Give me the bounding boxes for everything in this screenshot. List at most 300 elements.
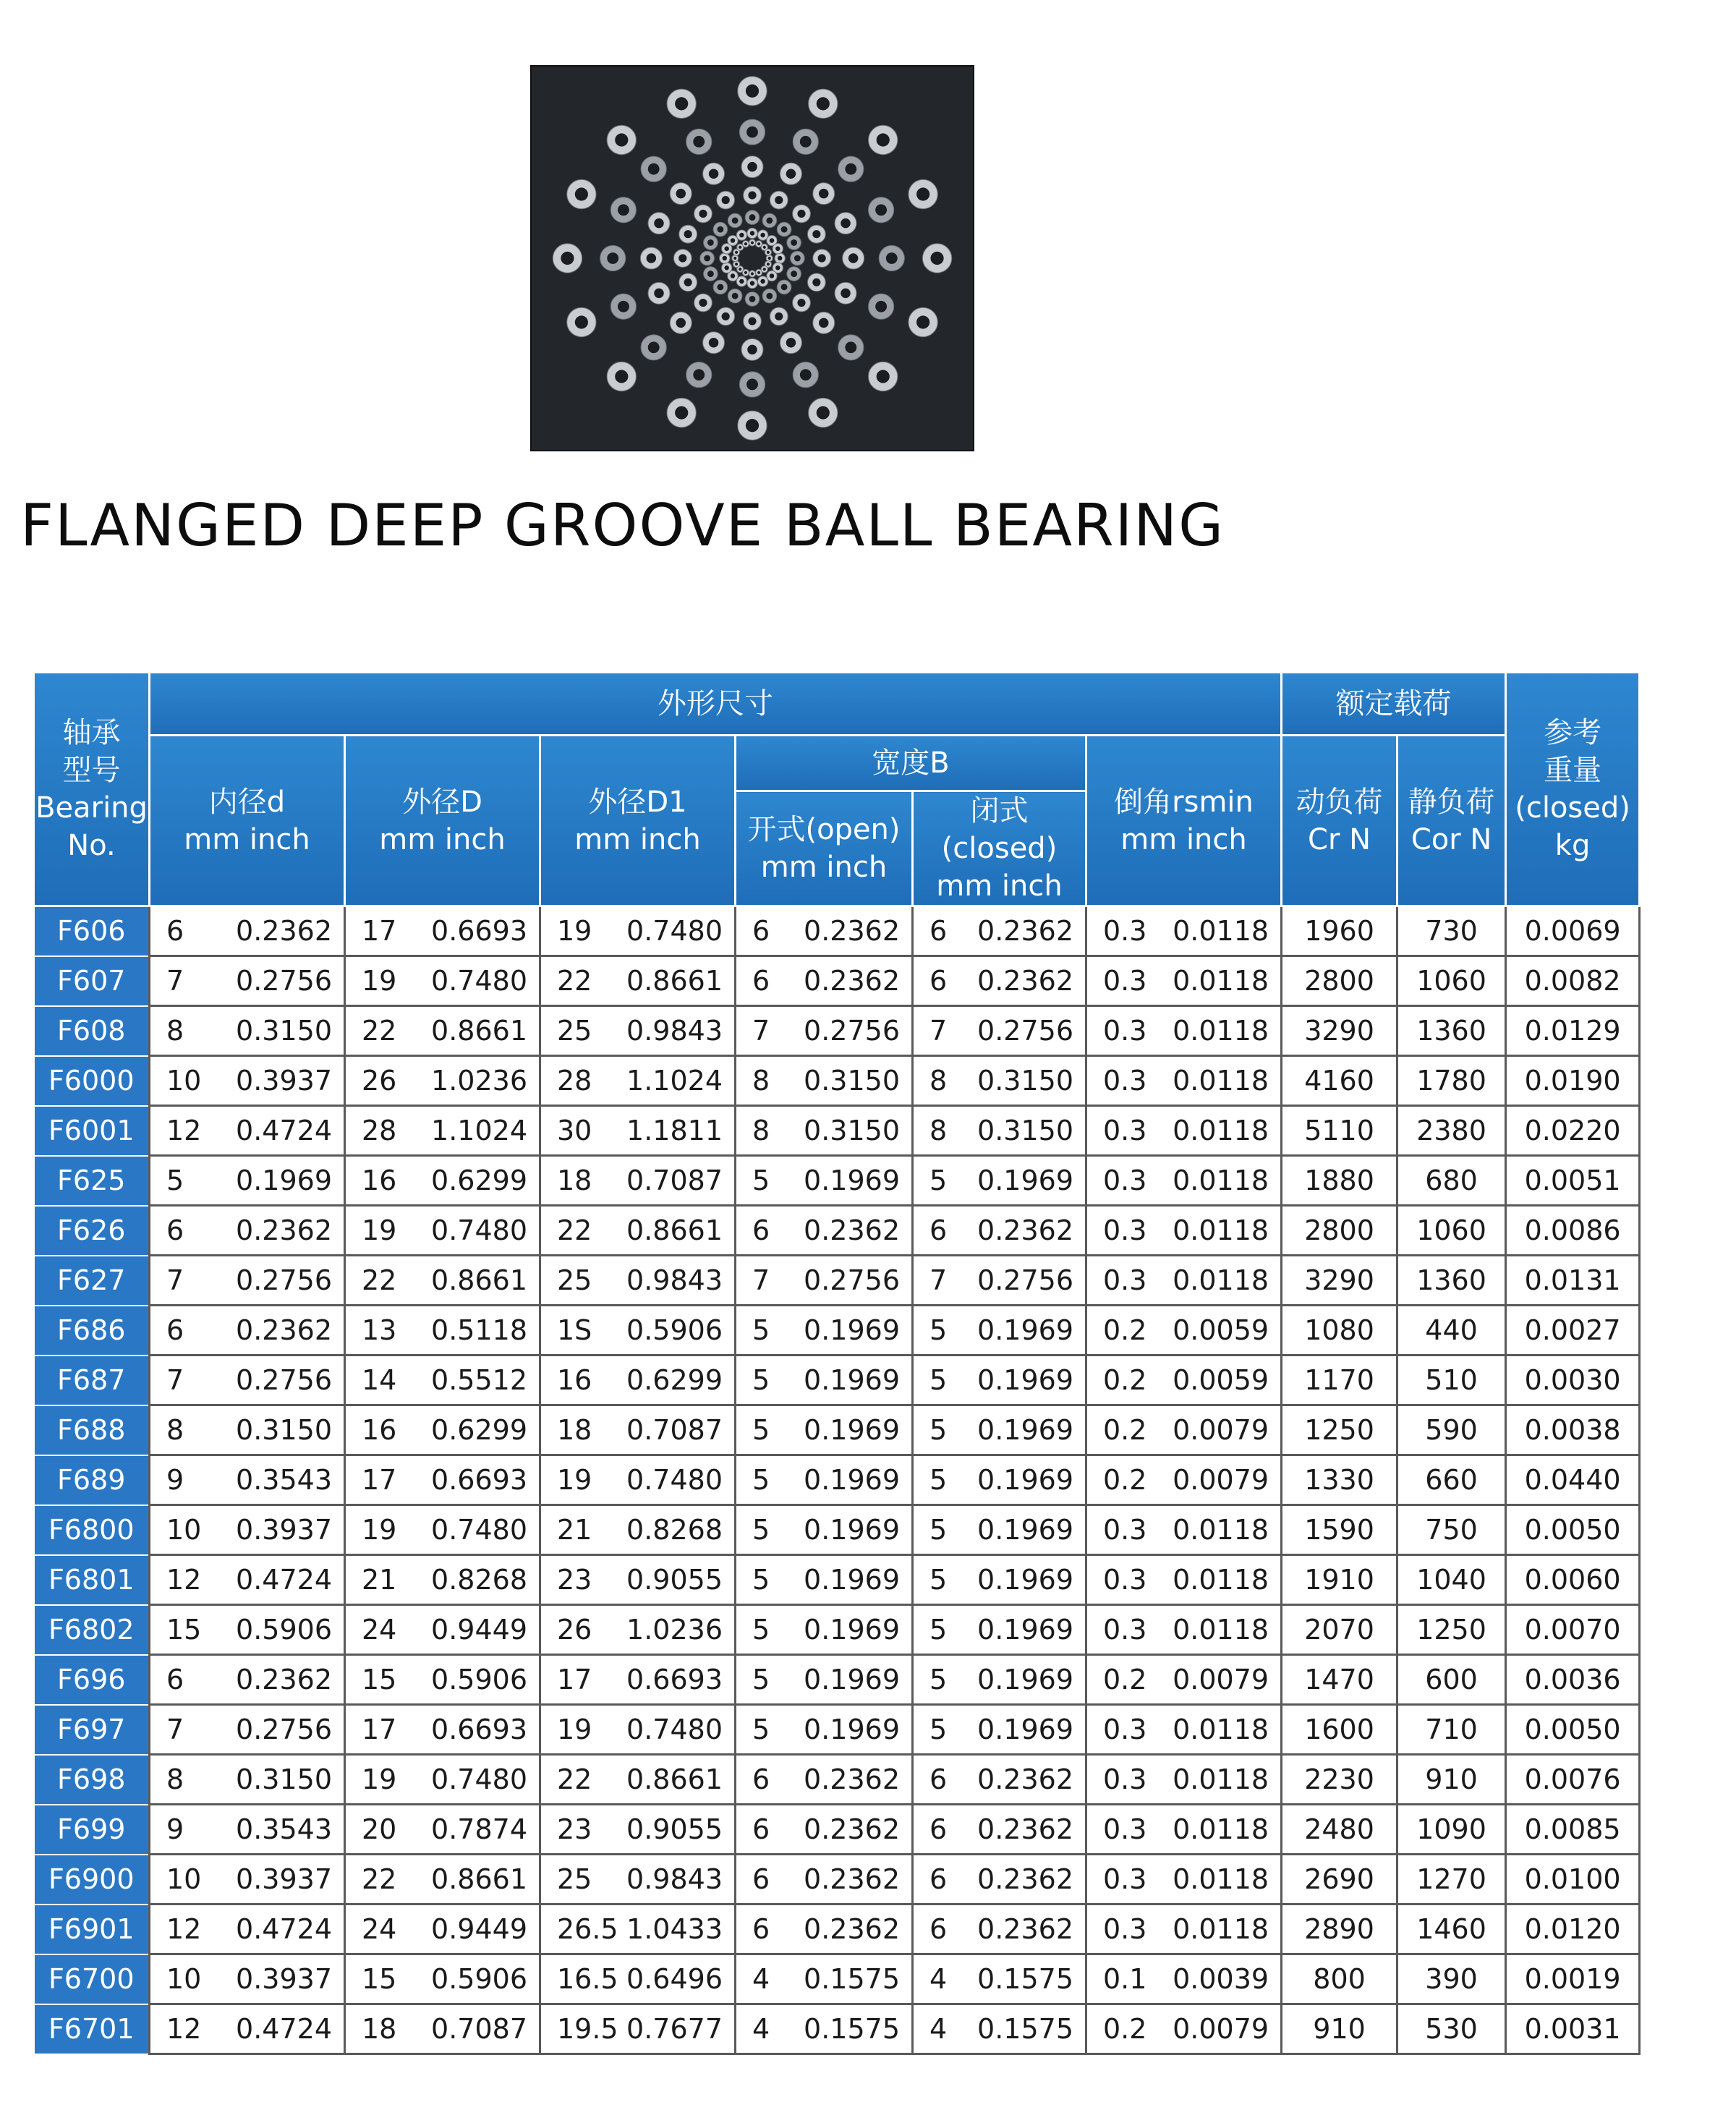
- inch-value: 0.5906: [431, 1664, 527, 1695]
- inch-value: 0.7874: [431, 1813, 527, 1845]
- mm-value: 19: [362, 1214, 397, 1246]
- bearing-model: F6001: [34, 1106, 150, 1156]
- bearing-model: F6700: [34, 1954, 150, 2004]
- inch-value: 0.7087: [626, 1165, 723, 1196]
- static-load-value: 680: [1397, 1156, 1506, 1206]
- mm-value: 5: [929, 1614, 948, 1646]
- table-cell-pair: [1086, 1705, 1282, 1755]
- dynamic-load-value: 1080: [1282, 1306, 1397, 1356]
- dynamic-load-value: 2070: [1282, 1605, 1397, 1655]
- inch-value: 1.1811: [626, 1115, 723, 1146]
- mm-value: 0.1: [1103, 1963, 1147, 1995]
- mm-value: 9: [166, 1813, 184, 1845]
- inch-value: 0.3937: [236, 1065, 332, 1097]
- inch-value: 0.0059: [1173, 1364, 1269, 1396]
- inch-value: 0.3937: [236, 1514, 332, 1546]
- bearing-bore: [841, 218, 851, 229]
- inch-value: 0.2362: [236, 1314, 332, 1346]
- table-cell-pair: [150, 1905, 345, 1954]
- table-cell-pair: [150, 1555, 345, 1605]
- table-cell-pair: [736, 1705, 913, 1755]
- mm-value: 19: [362, 1514, 397, 1546]
- mm-value: 0.3: [1103, 1913, 1147, 1945]
- inch-value: 0.0039: [1173, 1963, 1269, 1995]
- bearing-bore: [707, 271, 714, 277]
- mm-value: 18: [557, 1414, 592, 1446]
- table-cell-pair: [345, 1905, 540, 1954]
- bearing-bore: [722, 312, 730, 320]
- bearing-bore: [766, 217, 773, 224]
- bearing-bore: [618, 204, 629, 216]
- inch-value: 0.0079: [1173, 1464, 1269, 1496]
- bearing-bore: [739, 233, 744, 237]
- table-cell-pair: [736, 1405, 913, 1455]
- inch-value: 0.3150: [804, 1065, 900, 1097]
- mm-value: 6: [166, 915, 184, 947]
- table-cell-pair: [345, 1555, 540, 1605]
- inch-value: 0.3150: [977, 1065, 1073, 1097]
- inch-value: 0.2756: [236, 1714, 332, 1745]
- inch-value: 0.8661: [431, 1264, 527, 1296]
- table-cell-pair: [345, 1256, 540, 1306]
- bearing-bore: [654, 289, 664, 299]
- inch-value: 0.0118: [1173, 1264, 1269, 1296]
- table-cell-pair: [540, 1405, 736, 1455]
- static-load-value: 510: [1397, 1356, 1506, 1405]
- mm-value: 0.3: [1103, 1165, 1147, 1196]
- table-row: [34, 1505, 1640, 1555]
- inch-value: 0.9055: [626, 1813, 723, 1845]
- bearing-spec-table: [33, 671, 1641, 2055]
- dynamic-load-value: 1470: [1282, 1655, 1397, 1705]
- mm-value: 5: [752, 1564, 770, 1596]
- table-cell-pair: [150, 1156, 345, 1206]
- table-cell-pair: [1086, 1805, 1282, 1855]
- inch-value: 0.3543: [236, 1464, 332, 1496]
- mm-value: 6: [166, 1314, 184, 1346]
- bearing-bore: [749, 296, 756, 302]
- mm-value: 6: [752, 1763, 770, 1795]
- table-cell-pair: [540, 1455, 736, 1505]
- table-row: [34, 1655, 1640, 1705]
- table-cell-pair: [345, 1855, 540, 1905]
- bearing-bore: [750, 281, 754, 285]
- inch-value: 0.2362: [977, 915, 1073, 947]
- mm-value: 10: [166, 1514, 202, 1546]
- mm-value: 5: [929, 1165, 948, 1196]
- inch-value: 0.2362: [236, 1214, 332, 1246]
- table-row: [34, 1206, 1640, 1256]
- inch-value: 0.1969: [804, 1564, 900, 1596]
- weight-value: 0.0076: [1506, 1755, 1640, 1805]
- mm-value: 22: [557, 1214, 592, 1246]
- table-cell-pair: [736, 1755, 913, 1805]
- mm-value: 24: [362, 1614, 397, 1646]
- inch-value: 0.0118: [1173, 1763, 1269, 1795]
- bearing-bore: [575, 315, 588, 328]
- bearing-bore: [675, 407, 688, 420]
- table-cell-pair: [913, 1954, 1086, 2004]
- inch-value: 0.9055: [626, 1564, 723, 1596]
- bearings-photo: [532, 67, 973, 450]
- mm-value: 6: [929, 915, 948, 947]
- bearing-bore: [699, 210, 707, 218]
- weight-value: 0.0086: [1506, 1206, 1640, 1256]
- inch-value: 0.0118: [1173, 1214, 1269, 1246]
- bearing-bore: [775, 312, 783, 320]
- inch-value: 0.1575: [977, 1963, 1073, 1995]
- table-cell-pair: [540, 1555, 736, 1605]
- bearing-model: F607: [34, 956, 150, 1006]
- table-cell-pair: [1086, 1855, 1282, 1905]
- bearing-model: F687: [34, 1356, 150, 1405]
- bearing-model: F689: [34, 1455, 150, 1505]
- table-cell-pair: [913, 1605, 1086, 1655]
- inch-value: 0.7480: [431, 1214, 527, 1246]
- bearing-bore: [654, 218, 664, 229]
- bearing-bore: [723, 256, 727, 260]
- inch-value: 0.2362: [977, 1763, 1073, 1795]
- weight-value: 0.0129: [1506, 1006, 1640, 1056]
- inch-value: 0.2362: [804, 965, 900, 997]
- inch-value: 0.2756: [977, 1015, 1073, 1047]
- bearing-bore: [763, 268, 766, 271]
- table-cell-pair: [1086, 906, 1282, 956]
- table-cell-pair: [540, 906, 736, 956]
- weight-value: 0.0030: [1506, 1356, 1640, 1405]
- inch-value: 0.6299: [431, 1165, 527, 1196]
- mm-value: 0.2: [1103, 1314, 1147, 1346]
- mm-value: 17: [362, 1714, 397, 1745]
- inch-value: 0.4724: [236, 1913, 332, 1945]
- weight-value: 0.0131: [1506, 1256, 1640, 1306]
- header-bearing-no: 轴承 型号 Bearing No.: [34, 673, 150, 906]
- inch-value: 0.7087: [626, 1414, 723, 1446]
- inch-value: 0.6693: [431, 915, 527, 947]
- inch-value: 0.0079: [1173, 1664, 1269, 1695]
- dynamic-load-value: 2480: [1282, 1805, 1397, 1855]
- weight-value: 0.0051: [1506, 1156, 1640, 1206]
- mm-value: 13: [362, 1314, 397, 1346]
- bearing-bore: [709, 338, 719, 348]
- table-cell-pair: [736, 1156, 913, 1206]
- dynamic-load-value: 3290: [1282, 1006, 1397, 1056]
- mm-value: 28: [362, 1115, 397, 1146]
- bearing-bore: [797, 299, 805, 307]
- mm-value: 10: [166, 1863, 202, 1895]
- bearing-model: F686: [34, 1306, 150, 1356]
- bearing-bore: [675, 97, 688, 110]
- table-cell-pair: [150, 1206, 345, 1256]
- table-cell-pair: [913, 1455, 1086, 1505]
- table-cell-pair: [736, 2004, 913, 2054]
- mm-value: 0.3: [1103, 1015, 1147, 1047]
- mm-value: 5: [752, 1464, 770, 1496]
- mm-value: 6: [929, 1913, 948, 1945]
- table-cell-pair: [540, 1356, 736, 1405]
- table-cell-pair: [345, 2004, 540, 2054]
- bearing-bore: [818, 254, 826, 262]
- mm-value: 30: [557, 1115, 592, 1146]
- table-cell-pair: [345, 1056, 540, 1106]
- table-cell-pair: [1086, 1056, 1282, 1106]
- bearing-model: F698: [34, 1755, 150, 1805]
- table-row: [34, 1356, 1640, 1405]
- inch-value: 1.0236: [431, 1065, 527, 1097]
- table-cell-pair: [736, 1356, 913, 1405]
- weight-value: 0.0069: [1506, 906, 1640, 956]
- static-load-value: 390: [1397, 1954, 1506, 2004]
- table-cell-pair: [150, 1006, 345, 1056]
- header-dimensions: 外形尺寸: [150, 673, 1282, 736]
- inch-value: 0.1969: [804, 1165, 900, 1196]
- mm-value: 12: [166, 1564, 202, 1596]
- bearing-model: F697: [34, 1705, 150, 1755]
- inch-value: 0.0079: [1173, 2013, 1269, 2045]
- inch-value: 0.0118: [1173, 1614, 1269, 1646]
- mm-value: 0.3: [1103, 1813, 1147, 1845]
- mm-value: 6: [752, 1913, 770, 1945]
- dynamic-load-value: 4160: [1282, 1056, 1397, 1106]
- table-cell-pair: [1086, 1306, 1282, 1356]
- table-cell-pair: [540, 1206, 736, 1256]
- bearing-bore: [746, 379, 758, 391]
- inch-value: 0.1969: [977, 1514, 1073, 1546]
- mm-value: 0.3: [1103, 915, 1147, 947]
- bearing-bore: [746, 127, 758, 138]
- table-cell-pair: [150, 1705, 345, 1755]
- table-cell-pair: [913, 1156, 1086, 1206]
- weight-value: 0.0038: [1506, 1405, 1640, 1455]
- mm-value: 0.3: [1103, 1214, 1147, 1246]
- table-cell-pair: [913, 1505, 1086, 1555]
- table-cell-pair: [1086, 1655, 1282, 1705]
- static-load-value: 590: [1397, 1405, 1506, 1455]
- bearing-model: F627: [34, 1256, 150, 1306]
- mm-value: 4: [752, 1963, 770, 1995]
- bearing-bore: [781, 284, 788, 290]
- bearing-bore: [757, 271, 760, 274]
- table-cell-pair: [913, 1256, 1086, 1306]
- bearing-bore: [724, 247, 728, 251]
- inch-value: 0.5906: [236, 1614, 332, 1646]
- bearing-bore: [875, 204, 887, 216]
- weight-value: 0.0190: [1506, 1056, 1640, 1106]
- dynamic-load-value: 1600: [1282, 1705, 1397, 1755]
- mm-value: 24: [362, 1913, 397, 1945]
- bearing-model: F6801: [34, 1555, 150, 1605]
- table-cell-pair: [345, 1605, 540, 1655]
- table-cell-pair: [540, 1006, 736, 1056]
- dynamic-load-value: 1330: [1282, 1455, 1397, 1505]
- mm-value: 12: [166, 1913, 202, 1945]
- inch-value: 0.1969: [977, 1364, 1073, 1396]
- table-cell-pair: [345, 1505, 540, 1555]
- dynamic-load-value: 1880: [1282, 1156, 1397, 1206]
- table-cell-pair: [1086, 1356, 1282, 1405]
- mm-value: 7: [166, 965, 184, 997]
- mm-value: 5: [929, 1664, 948, 1695]
- static-load-value: 440: [1397, 1306, 1506, 1356]
- mm-value: 17: [362, 915, 397, 947]
- mm-value: 7: [929, 1015, 948, 1047]
- inch-value: 0.0118: [1173, 1065, 1269, 1097]
- bearing-model: F6800: [34, 1505, 150, 1555]
- bearing-bore: [757, 242, 760, 245]
- mm-value: 5: [752, 1614, 770, 1646]
- table-cell-pair: [345, 1306, 540, 1356]
- bearing-bore: [648, 341, 660, 353]
- bearing-bore: [800, 369, 812, 380]
- mm-value: 25: [557, 1015, 592, 1047]
- table-cell-pair: [345, 1755, 540, 1805]
- inch-value: 0.1969: [977, 1714, 1073, 1745]
- header-width-open: 开式(open) mm inch: [736, 791, 913, 906]
- mm-value: 8: [752, 1065, 770, 1097]
- bearing-bore: [751, 241, 754, 244]
- table-cell-pair: [150, 1954, 345, 2004]
- inch-value: 0.2362: [977, 1863, 1073, 1895]
- table-cell-pair: [1086, 1206, 1282, 1256]
- static-load-value: 1360: [1397, 1006, 1506, 1056]
- table-cell-pair: [1086, 1755, 1282, 1805]
- table-cell-pair: [345, 1405, 540, 1455]
- mm-value: 5: [929, 1414, 948, 1446]
- bearing-bore: [748, 191, 756, 199]
- table-cell-pair: [1086, 956, 1282, 1006]
- inch-value: 0.9449: [431, 1614, 527, 1646]
- inch-value: 0.2362: [804, 1214, 900, 1246]
- mm-value: 8: [166, 1015, 184, 1047]
- bearing-bore: [875, 301, 887, 312]
- inch-value: 0.6693: [626, 1664, 723, 1695]
- table-cell-pair: [540, 1256, 736, 1306]
- bearing-bore: [791, 271, 797, 277]
- table-cell-pair: [913, 1805, 1086, 1855]
- mm-value: 7: [929, 1264, 948, 1296]
- bearing-bore: [930, 252, 943, 265]
- bearing-bore: [746, 85, 759, 98]
- mm-value: 6: [929, 1813, 948, 1845]
- table-cell-pair: [736, 1106, 913, 1156]
- table-row: [34, 956, 1640, 1006]
- inch-value: 0.2756: [236, 1264, 332, 1296]
- bearing-bore: [750, 231, 754, 235]
- inch-value: 0.2756: [236, 965, 332, 997]
- table-row: [34, 1306, 1640, 1356]
- table-cell-pair: [345, 1455, 540, 1505]
- bearing-bore: [709, 169, 719, 179]
- mm-value: 7: [166, 1264, 184, 1296]
- mm-value: 22: [557, 965, 592, 997]
- table-cell-pair: [913, 1555, 1086, 1605]
- weight-value: 0.0027: [1506, 1306, 1640, 1356]
- inch-value: 0.1969: [236, 1165, 332, 1196]
- mm-value: 22: [362, 1015, 397, 1047]
- mm-value: 6: [929, 1214, 948, 1246]
- table-cell-pair: [736, 1954, 913, 2004]
- table-cell-pair: [540, 1855, 736, 1905]
- table-row: [34, 1555, 1640, 1605]
- mm-value: 21: [362, 1564, 397, 1596]
- weight-value: 0.0060: [1506, 1555, 1640, 1605]
- weight-value: 0.0220: [1506, 1106, 1640, 1156]
- bearing-bore: [615, 370, 628, 383]
- weight-value: 0.0070: [1506, 1605, 1640, 1655]
- bearing-bore: [739, 246, 741, 249]
- inch-value: 0.6496: [626, 1963, 723, 1995]
- inch-value: 0.1969: [804, 1364, 900, 1396]
- table-cell-pair: [1086, 1106, 1282, 1156]
- bearing-bore: [739, 268, 741, 271]
- bearing-bore: [724, 265, 728, 270]
- inch-value: 0.2756: [236, 1364, 332, 1396]
- table-cell-pair: [736, 1006, 913, 1056]
- bearing-bore: [760, 233, 765, 237]
- mm-value: 5: [929, 1714, 948, 1745]
- bearings-photo-icon: [532, 67, 973, 450]
- table-cell-pair: [540, 1805, 736, 1855]
- inch-value: 0.1575: [977, 2013, 1073, 2045]
- inch-value: 0.9843: [626, 1264, 723, 1296]
- table-cell-pair: [150, 1256, 345, 1306]
- static-load-value: 530: [1397, 2004, 1506, 2054]
- bearing-bore: [746, 419, 759, 432]
- bearing-bore: [739, 279, 744, 284]
- bearing-model: F6802: [34, 1605, 150, 1655]
- table-cell-pair: [150, 1356, 345, 1405]
- mm-value: 28: [557, 1065, 592, 1097]
- table-cell-pair: [150, 1655, 345, 1705]
- mm-value: 5: [752, 1364, 770, 1396]
- inch-value: 0.7480: [431, 1763, 527, 1795]
- mm-value: 10: [166, 1065, 202, 1097]
- table-cell-pair: [913, 1755, 1086, 1805]
- dynamic-load-value: 1170: [1282, 1356, 1397, 1405]
- mm-value: 0.3: [1103, 965, 1147, 997]
- mm-value: 4: [752, 2013, 770, 2045]
- table-row: [34, 1056, 1640, 1106]
- mm-value: 5: [752, 1314, 770, 1346]
- table-cell-pair: [913, 1356, 1086, 1405]
- inch-value: 0.1969: [804, 1314, 900, 1346]
- mm-value: 4: [929, 2013, 948, 2045]
- bearing-bore: [797, 210, 805, 218]
- bearing-bore: [732, 217, 739, 224]
- table-cell-pair: [913, 1206, 1086, 1256]
- bearing-bore: [607, 252, 618, 264]
- inch-value: 0.9843: [626, 1015, 723, 1047]
- mm-value: 8: [752, 1115, 770, 1146]
- table-cell-pair: [913, 956, 1086, 1006]
- bearing-bore: [794, 255, 801, 262]
- table-row: [34, 1455, 1640, 1505]
- header-weight: 参考 重量 (closed) kg: [1506, 673, 1640, 906]
- mm-value: 6: [752, 1863, 770, 1895]
- inch-value: 0.7480: [626, 1464, 723, 1496]
- weight-value: 0.0031: [1506, 2004, 1640, 2054]
- inch-value: 0.1969: [977, 1614, 1073, 1646]
- static-load-value: 1780: [1397, 1056, 1506, 1106]
- mm-value: 5: [929, 1514, 948, 1546]
- bearing-bore: [845, 163, 856, 175]
- inch-value: 0.6299: [626, 1364, 723, 1396]
- inch-value: 0.7480: [431, 965, 527, 997]
- static-load-value: 1270: [1397, 1855, 1506, 1905]
- inch-value: 0.1969: [977, 1414, 1073, 1446]
- table-cell-pair: [150, 1605, 345, 1655]
- table-cell-pair: [1086, 1156, 1282, 1206]
